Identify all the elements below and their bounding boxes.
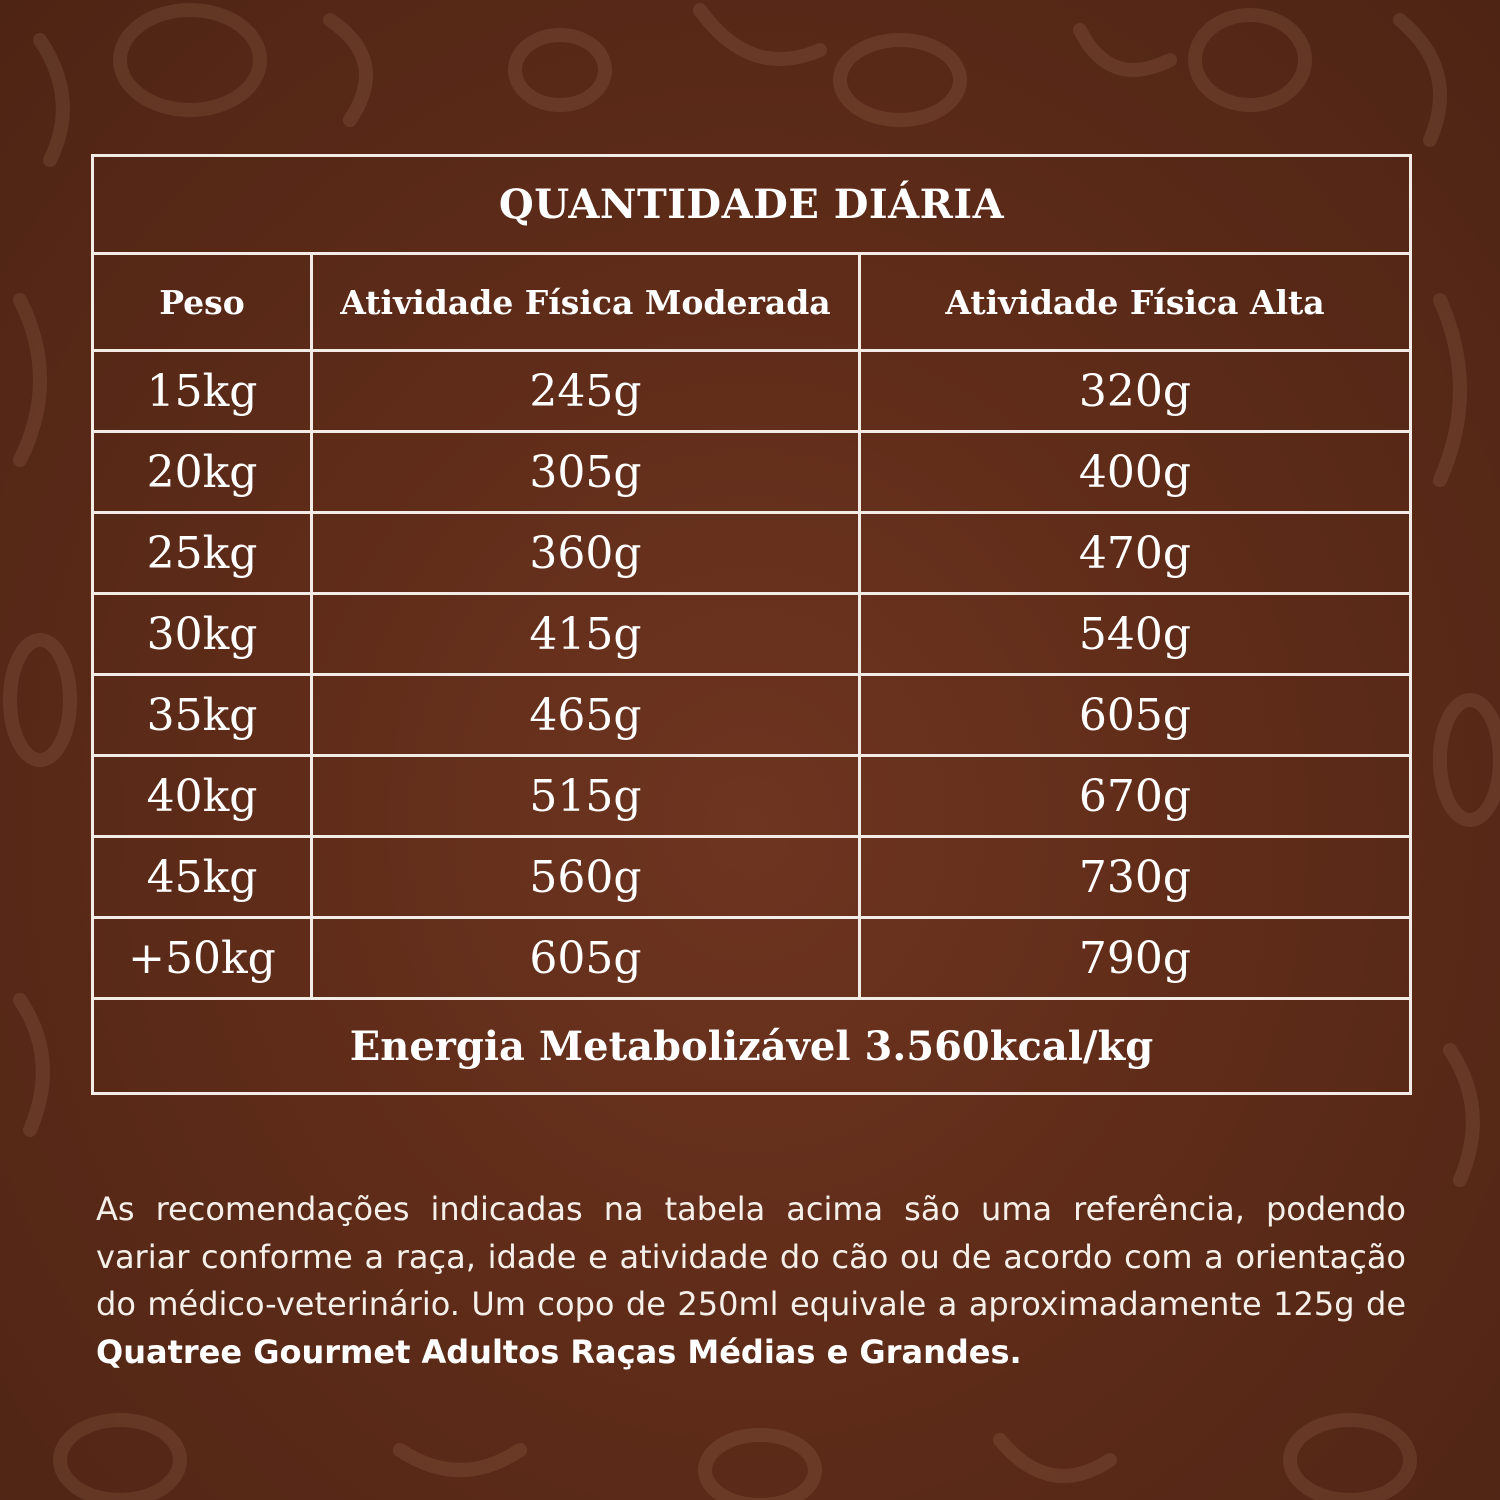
table-row [93, 756, 1411, 837]
energy-value: Energia Metabolizável 3.560kcal/kg [93, 999, 1411, 1094]
moderate-amount-cell: 605g [312, 918, 860, 999]
moderate-amount-cell: 305g [312, 432, 860, 513]
feeding-table [91, 154, 1412, 1095]
weight-cell: 15kg [93, 351, 312, 432]
table-row [93, 432, 1411, 513]
high-amount-cell: 670g [860, 756, 1411, 837]
table-title-row [93, 156, 1411, 254]
weight-cell: 35kg [93, 675, 312, 756]
table-row [93, 837, 1411, 918]
moderate-amount-cell: 415g [312, 594, 860, 675]
high-amount-cell: 320g [860, 351, 1411, 432]
weight-cell: 20kg [93, 432, 312, 513]
header-high-activity: Atividade Física Alta [860, 254, 1411, 351]
high-amount-cell: 470g [860, 513, 1411, 594]
note-text: As recomendações indicadas na tabela acima são uma referência, podendo variar conforme a raça, idade e atividade do cão ou de acordo com a orientação do médico-veterinário. Um copo de 250ml equivale a aproximadamente 125g de [96, 1190, 1406, 1323]
table-row [93, 918, 1411, 999]
moderate-amount-cell: 360g [312, 513, 860, 594]
table-row [93, 513, 1411, 594]
high-amount-cell: 790g [860, 918, 1411, 999]
table-header-row [93, 254, 1411, 351]
moderate-amount-cell: 515g [312, 756, 860, 837]
high-amount-cell: 605g [860, 675, 1411, 756]
moderate-amount-cell: 465g [312, 675, 860, 756]
high-amount-cell: 730g [860, 837, 1411, 918]
high-amount-cell: 400g [860, 432, 1411, 513]
weight-cell: +50kg [93, 918, 312, 999]
table-row [93, 594, 1411, 675]
moderate-amount-cell: 560g [312, 837, 860, 918]
weight-cell: 45kg [93, 837, 312, 918]
table-row [93, 351, 1411, 432]
moderate-amount-cell: 245g [312, 351, 860, 432]
high-amount-cell: 540g [860, 594, 1411, 675]
header-moderate-activity: Atividade Física Moderada [312, 254, 860, 351]
product-name: Quatree Gourmet Adultos Raças Médias e Grandes. [96, 1332, 1022, 1371]
weight-cell: 40kg [93, 756, 312, 837]
table-title: QUANTIDADE DIÁRIA [93, 156, 1411, 254]
table-footer-row [93, 999, 1411, 1094]
weight-cell: 30kg [93, 594, 312, 675]
recommendation-note [96, 1186, 1406, 1376]
header-weight: Peso [93, 254, 312, 351]
table-row [93, 675, 1411, 756]
weight-cell: 25kg [93, 513, 312, 594]
